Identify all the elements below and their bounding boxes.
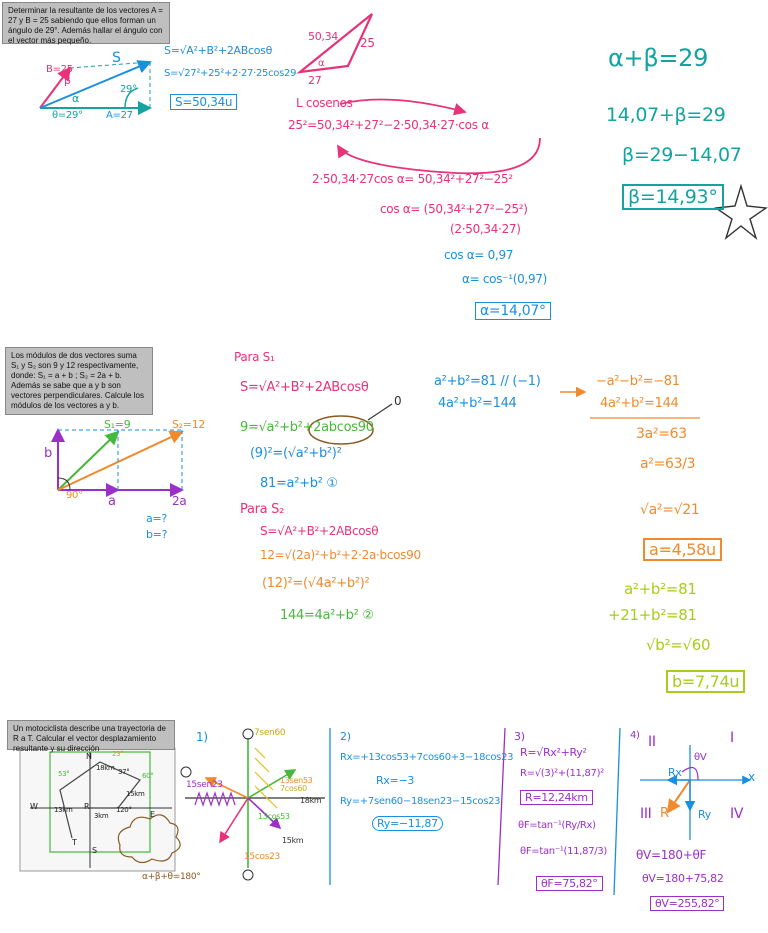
problem3-statement: Un motociclista describe una trayectoria de R a T. Calcular el vector desplazamiento resultante y su dirección [7,720,175,750]
p1-tri-a: 27 [308,74,322,87]
p1-result-s: S=50,34u [170,94,237,110]
p2-label-a: a [108,494,116,509]
p3-map-s: S [92,846,97,855]
problem2-statement: Los módulos de dos vectores suma S₁ y S₂ son 9 y 12 respectivamente, donde: S₁ = a + b ; S₂ = 2a + b. Además se sabe que a y b son vectores perpendiculares. Calcule los módulos de los vectores a y b. [5,347,153,415]
p3-map-a1: 37° [118,768,130,776]
p2-a-eq: a=? [146,512,167,525]
p3-vec-4: 13sen53 [280,776,313,785]
p2-b-eq: b=? [146,528,168,541]
p2-f5: S=√A²+B²+2ABcosθ [260,524,379,538]
p3-map-a4: 23° [112,750,124,758]
p1-alpha-result: α=14,07° [475,302,551,320]
p1-eq3-num: cos α= (50,34²+27²−25²) [380,202,528,216]
p2-label-b: b [44,446,52,461]
p1-beta-result: β=14,93° [622,184,724,210]
p3-quad-ry: Ry [698,808,711,821]
p2-sys1: a²+b²=81 // (−1) [434,374,541,389]
p2-label-s1: S₁=9 [104,418,131,431]
p3-map-a3: 120° [116,806,132,814]
p2-s3: √b²=√60 [646,636,711,654]
p1-eq3-den: (2·50,34·27) [450,222,521,236]
p3-map-r: R [84,802,90,811]
p3-vec-0: 15sen23 [186,780,223,790]
p2-f2-note: 0 [394,394,402,408]
p3-vec-1: 15cos23 [244,852,280,862]
p2-label-2a: 2a [172,494,187,508]
p3-map-a5: 53° [58,770,70,778]
p1-sum: α+β=29 [608,44,709,72]
p1-law-label: L cosenos [296,96,353,110]
p3-map-d1: 18km [96,764,115,772]
p2-para1: Para S₁ [234,350,275,364]
p3-vec-7: 15km [282,836,304,845]
p3-t2: θF=tan⁻¹(11,87/3) [520,846,607,857]
p2-neg2: 4a²+b²=144 [600,396,679,411]
p2-s2: +21+b²=81 [608,606,697,624]
p2-s1: a²+b²=81 [624,580,697,598]
p3-quad-theta: θV [694,752,707,763]
p1-formula1: S=√A²+B²+2ABcosθ [164,44,273,57]
p3-map-d3: 3km [94,812,109,820]
p3-map-a2: 60° [142,772,154,780]
p2-b-result: b=7,74u [666,670,745,693]
p2-f6: 12=√(2a)²+b²+2·2a·bcos90 [260,548,421,562]
p3-t1: θF=tan⁻¹(Ry/Rx) [518,820,596,831]
p3-t-res: θF=75,82° [536,876,603,891]
p3-vec-3: 7cos60 [280,784,307,793]
p1-sum3: β=29−14,07 [622,144,742,166]
p3-vec-6: 18km [300,796,322,805]
p3-quad-rx: Rx [668,766,682,779]
p1-eq5: α= cos⁻¹(0,97) [462,272,547,286]
p2-sys2: 4a²+b²=144 [438,396,517,411]
p1-eq1: 25²=50,34²+27²−2·50,34·27·cos α [288,118,489,132]
p3-map-w: W [30,802,38,811]
p3-quad-i: I [730,730,734,746]
p3-rx: Rx=+13cos53+7cos60+3−18cos23 [340,752,514,763]
p3-cloud-eq: α+β+θ=180° [142,872,201,882]
p2-r3: √a²=√21 [640,502,700,518]
p2-f3: (9)²=(√a²+b²)² [250,446,342,461]
p3-map-n: N [86,752,92,761]
p3-vec-5: 13cos53 [258,812,290,821]
p2-f8: 144=4a²+b² ② [280,608,374,623]
p1-label-a: A=27 [106,110,133,121]
p3-quad-r: R [660,806,669,821]
p2-f2: 9=√a²+b²+2abcos90 [240,420,374,435]
p3-map-e: E [150,810,155,819]
p3-quad-iv: IV [730,806,744,822]
p3-v2: θV=180+75,82 [642,872,724,885]
p2-label-angle: 90° [66,490,83,501]
p3-quad-x: x [748,770,755,784]
p1-label-alpha: α [72,92,79,105]
p3-vec-2: 7sen60 [254,728,286,738]
p3-ry: Ry=+7sen60−18sen23−15cos23 [340,796,501,807]
p1-label-b: B=25 [46,64,73,75]
p2-r2: a²=63/3 [640,456,696,472]
p1-tri-alpha: α [318,58,325,69]
p3-step3: 3) [514,730,525,743]
p3-quad-ii: II [648,734,656,750]
p2-neg1: −a²−b²=−81 [596,374,680,389]
p1-eq4: cos α= 0,97 [444,248,514,262]
p3-step1: 1) [196,730,208,744]
p3-step4: 4) [630,730,640,741]
p3-map-d2: 15km [126,790,145,798]
p1-sum2: 14,07+β=29 [606,104,726,126]
p2-label-s2: S₂=12 [172,418,206,431]
p3-v-res: θV=255,82° [650,896,724,911]
problem1-statement: Determinar la resultante de los vectores A = 27 y B = 25 sabiendo que ellos forman un ángulo de 29°. Además hallar el ángulo con el vector más pequeño. [2,2,170,44]
p2-para2: Para S₂ [240,502,285,517]
p3-ry-res: Ry=−11,87 [372,816,443,831]
p1-label-beta: β [64,74,71,87]
p1-tri-s: 50,34 [308,30,338,43]
p3-v1: θV=180+θF [636,848,707,862]
p2-a-result: a=4,58u [643,538,722,561]
p3-quad-iii: III [640,806,652,822]
p2-r1: 3a²=63 [636,426,687,442]
p1-formula2: S=√27²+25²+2·27·25cos29 [164,68,297,79]
p2-f7: (12)²=(√4a²+b²)² [262,576,370,591]
p2-f1: S=√A²+B²+2ABcosθ [240,380,369,395]
p1-label-theta: θ=29° [52,110,83,121]
p2-f4: 81=a²+b² ① [260,476,338,491]
p3-rx-res: Rx=−3 [376,774,415,787]
p1-label-angle: 29° [120,84,137,95]
p1-label-s: S [112,50,121,66]
p3-r1: R=√Rx²+Ry² [520,746,587,759]
p3-map-d4: 13km [54,806,73,814]
p3-map-t: T [72,838,77,847]
p1-eq2: 2·50,34·27cos α= 50,34²+27²−25² [312,172,513,186]
p3-step2: 2) [340,730,351,743]
p3-r2: R=√(3)²+(11,87)² [520,768,604,779]
p3-r-res: R=12,24km [520,790,593,805]
p1-tri-b: 25 [360,36,375,50]
